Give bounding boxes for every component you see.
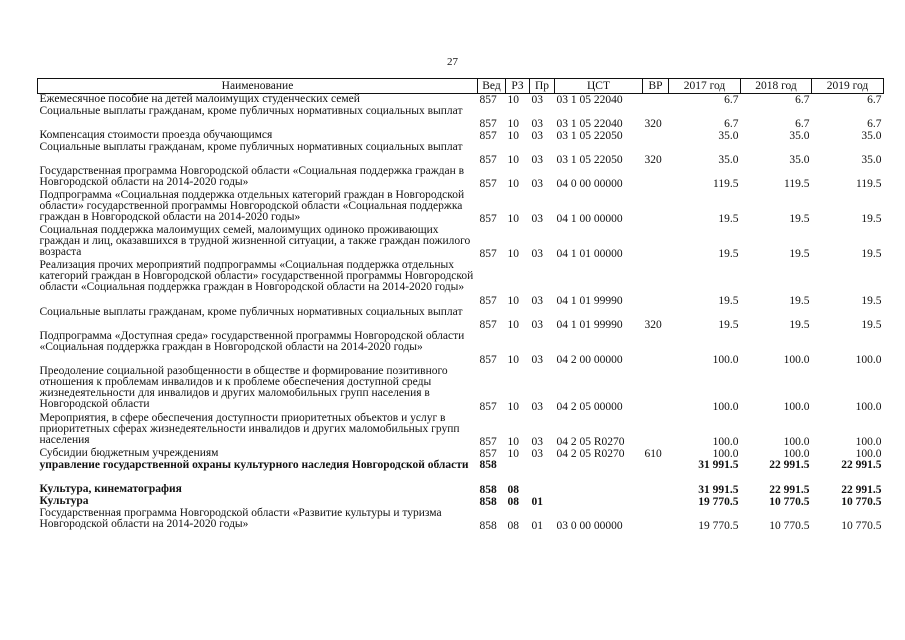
row-2019: 22 991.5: [841, 459, 882, 471]
row-2017: 19 770.5: [698, 520, 739, 532]
header-2019: 2019 год: [812, 79, 884, 94]
table-row: [38, 366, 884, 413]
row-pr: 03: [531, 154, 543, 166]
row-pr: [530, 484, 555, 496]
row-rz: 10: [507, 178, 519, 190]
row-2019: 19.5: [861, 319, 882, 331]
header-rz: РЗ: [506, 79, 530, 94]
row-2018: 22 991.5: [769, 459, 810, 471]
row-2017: 19.5: [718, 295, 739, 307]
row-pr: 03: [531, 130, 543, 142]
row-ved: 858: [479, 484, 497, 496]
row-vr: 320: [644, 154, 662, 166]
row-rz: 10: [507, 448, 519, 460]
row-2018: 35.0: [789, 154, 810, 166]
row-rz: 10: [507, 248, 519, 260]
row-vr: [643, 496, 669, 508]
row-pr: 03: [531, 118, 543, 130]
row-cst: 04 1 01 00000: [556, 248, 623, 260]
row-pr: 01: [531, 496, 543, 508]
row-ved: 857: [479, 448, 497, 460]
row-ved: 857: [479, 94, 497, 106]
row-2018: 19.5: [789, 295, 810, 307]
row-2017: 35.0: [718, 130, 739, 142]
row-name: управление государственной охраны культурного наследия Новгородской области: [39, 459, 469, 471]
row-rz: 10: [507, 319, 519, 331]
row-vr: [643, 484, 669, 496]
row-pr: 03: [531, 319, 543, 331]
row-cst: 04 0 00 00000: [556, 178, 623, 190]
row-ved: 857: [479, 354, 497, 366]
row-vr: [643, 331, 669, 366]
row-2018: 22 991.5: [769, 484, 810, 496]
row-cst: [555, 460, 643, 484]
row-cst: [555, 484, 643, 496]
page-number: 27: [447, 56, 458, 68]
row-cst: 04 2 05 00000: [556, 401, 623, 413]
row-ved: 857: [479, 154, 497, 166]
row-2019: 19.5: [861, 213, 882, 225]
row-ved: 857: [479, 118, 497, 130]
row-2018: 19.5: [789, 319, 810, 331]
row-rz: [506, 460, 530, 484]
table-row: [38, 460, 884, 484]
row-2018: 100.0: [783, 354, 810, 366]
row-vr: [643, 130, 669, 142]
row-2019: 6.7: [867, 118, 882, 130]
row-name: Социальные выплаты гражданам, кроме публичных нормативных социальных выплат: [39, 105, 463, 117]
row-2018: 6.7: [795, 118, 810, 130]
row-2017: 31 991.5: [698, 484, 739, 496]
row-name: Культура, кинематография: [39, 483, 182, 495]
table-row: [38, 166, 884, 190]
header-ved: Вед: [478, 79, 506, 94]
header-name: Наименование: [38, 79, 478, 94]
row-pr: 03: [531, 94, 543, 106]
row-name: Культура: [39, 495, 89, 507]
row-rz: 10: [507, 436, 519, 448]
row-2018: 100.0: [783, 448, 810, 460]
row-2017: 19.5: [718, 213, 739, 225]
row-ved: 857: [479, 436, 497, 448]
row-2017: 19.5: [718, 248, 739, 260]
row-2017: 6.7: [724, 118, 739, 130]
row-cst: 03 1 05 22040: [556, 94, 623, 106]
row-pr: 03: [531, 448, 543, 460]
row-2017: 100.0: [712, 448, 739, 460]
row-vr: [643, 366, 669, 413]
row-cst: 03 0 00 00000: [556, 520, 623, 532]
row-name: Компенсация стоимости проезда обучающимся: [39, 129, 273, 141]
row-vr: 610: [644, 448, 662, 460]
row-2018: 10 770.5: [769, 520, 810, 532]
row-pr: [530, 460, 555, 484]
header-cst: ЦСТ: [555, 79, 643, 94]
row-2017: 19 770.5: [698, 496, 739, 508]
row-ved: 857: [479, 248, 497, 260]
table-header-row: [38, 79, 884, 94]
row-name: Подпрограмма «Доступная среда» государственной программы Новгородской области «Социальная поддержка граждан в Новгородской области на 2014-2020 годы»: [39, 330, 465, 353]
row-name: Социальные выплаты гражданам, кроме публичных нормативных социальных выплат: [39, 141, 463, 153]
table-row: [38, 307, 884, 331]
table-row: [38, 225, 884, 260]
row-ved: 857: [479, 178, 497, 190]
row-rz: 08: [507, 484, 519, 496]
row-vr: [643, 260, 669, 307]
row-pr: 03: [531, 295, 543, 307]
row-name: Субсидии бюджетным учреждениям: [39, 447, 219, 459]
row-cst: 04 1 01 99990: [556, 295, 623, 307]
row-2017: 31 991.5: [698, 459, 739, 471]
table-row: [38, 190, 884, 225]
row-ved: 858: [479, 496, 497, 508]
table-row: [38, 508, 884, 532]
row-2019: 100.0: [855, 448, 882, 460]
row-2018: 119.5: [784, 178, 810, 190]
row-vr: [643, 166, 669, 190]
header-2017: 2017 год: [669, 79, 741, 94]
row-name: Социальные выплаты гражданам, кроме публичных нормативных социальных выплат: [39, 306, 463, 318]
row-2019: 10 770.5: [841, 520, 882, 532]
row-pr: 03: [531, 354, 543, 366]
row-2019: 100.0: [855, 436, 882, 448]
header-pr: Пр: [530, 79, 555, 94]
row-vr: [643, 413, 669, 448]
row-2019: 35.0: [861, 154, 882, 166]
row-name: Государственная программа Новгородской области «Социальная поддержка граждан в Новгородской области на 2014-2020 годы»: [39, 165, 465, 188]
row-2019: 22 991.5: [841, 484, 882, 496]
row-2019: 10 770.5: [841, 496, 882, 508]
row-2018: 10 770.5: [769, 496, 810, 508]
row-rz: 10: [507, 401, 519, 413]
row-vr: [643, 190, 669, 225]
table-row: [38, 106, 884, 130]
row-2018: 19.5: [789, 213, 810, 225]
row-pr: 01: [531, 520, 543, 532]
row-2018: 100.0: [783, 436, 810, 448]
row-vr: [643, 94, 669, 107]
table-row: [38, 413, 884, 448]
row-name: Государственная программа Новгородской области «Развитие культуры и туризма Новгородской области на 2014-2020 годы»: [39, 507, 442, 530]
row-ved: 857: [479, 130, 497, 142]
row-2019: 6.7: [867, 94, 882, 106]
row-2018: 35.0: [789, 130, 810, 142]
row-vr: [643, 225, 669, 260]
row-2019: 100.0: [855, 354, 882, 366]
row-2017: 100.0: [712, 401, 739, 413]
row-name: Реализация прочих мероприятий подпрограммы «Социальная поддержка отдельных категорий граждан в Новгородской области» государственной программы Новгородской области «Социальная поддержка граждан в Новгородской области на 2014-2020 годы»: [39, 259, 474, 293]
row-pr: 03: [531, 248, 543, 260]
row-ved: 857: [479, 213, 497, 225]
row-2017: 6.7: [724, 94, 739, 106]
row-cst: 04 2 05 R0270: [556, 436, 625, 448]
row-2018: 100.0: [783, 401, 810, 413]
row-2019: 100.0: [855, 401, 882, 413]
table-row: [38, 260, 884, 307]
row-pr: 03: [531, 436, 543, 448]
row-cst: 04 1 00 00000: [556, 213, 623, 225]
table-row: [38, 331, 884, 366]
row-name: Социальная поддержка малоимущих семей, малоимущих одиноко проживающих граждан и лиц, оказавшихся в трудной жизненной ситуации, а также граждан пожилого возраста: [39, 224, 471, 258]
row-rz: 10: [507, 354, 519, 366]
row-name: Преодоление социальной разобщенности в обществе и формирование позитивного отношения к проблемам инвалидов и к проблеме обеспечения доступной среды жизнедеятельности для инвалидов и других маломобильных групп населения в Новгородской области: [39, 365, 448, 410]
row-ved: 857: [479, 401, 497, 413]
row-pr: 03: [531, 178, 543, 190]
row-2017: 19.5: [718, 319, 739, 331]
row-cst: 03 1 05 22050: [556, 154, 623, 166]
row-rz: 08: [507, 520, 519, 532]
row-cst: 04 2 00 00000: [556, 354, 623, 366]
row-rz: 08: [507, 496, 519, 508]
row-2018: 6.7: [795, 94, 810, 106]
row-name: Мероприятия, в сфере обеспечения доступности приоритетных объектов и услуг в приоритетных сферах жизнедеятельности инвалидов и других маломобильных групп населения: [39, 412, 460, 446]
row-rz: 10: [507, 94, 519, 106]
row-2019: 19.5: [861, 295, 882, 307]
row-cst: 03 1 05 22040: [556, 118, 623, 130]
row-rz: 10: [507, 154, 519, 166]
row-vr: 320: [644, 118, 662, 130]
row-2017: 35.0: [718, 154, 739, 166]
row-rz: 10: [507, 118, 519, 130]
row-vr: 320: [644, 319, 662, 331]
row-ved: 857: [479, 295, 497, 307]
row-2019: 119.5: [856, 178, 882, 190]
table-row: [38, 142, 884, 166]
table-row: [38, 484, 884, 496]
row-rz: 10: [507, 295, 519, 307]
row-cst: 04 2 05 R0270: [556, 448, 625, 460]
row-cst: 03 1 05 22050: [556, 130, 623, 142]
row-ved: 857: [479, 319, 497, 331]
row-rz: 10: [507, 130, 519, 142]
row-cst: 04 1 01 99990: [556, 319, 623, 331]
row-2019: 35.0: [861, 130, 882, 142]
row-2018: 19.5: [789, 248, 810, 260]
row-vr: [643, 508, 669, 532]
row-2019: 19.5: [861, 248, 882, 260]
row-2017: 100.0: [712, 354, 739, 366]
budget-table: [37, 78, 884, 532]
row-name: Подпрограмма «Социальная поддержка отдельных категорий граждан в Новгородской области» государственной программы Новгородской области «Социальная поддержка граждан в Новгородской области на 2014-2020 годы»: [39, 189, 465, 223]
row-vr: [643, 460, 669, 484]
row-pr: 03: [531, 401, 543, 413]
row-2017: 100.0: [712, 436, 739, 448]
row-pr: 03: [531, 213, 543, 225]
row-cst: [555, 496, 643, 508]
header-2018: 2018 год: [741, 79, 812, 94]
row-2017: 119.5: [713, 178, 739, 190]
row-rz: 10: [507, 213, 519, 225]
header-vr: ВР: [643, 79, 669, 94]
row-ved: 858: [479, 459, 497, 471]
row-ved: 858: [479, 520, 497, 532]
row-name: Ежемесячное пособие на детей малоимущих студенческих семей: [39, 93, 360, 105]
